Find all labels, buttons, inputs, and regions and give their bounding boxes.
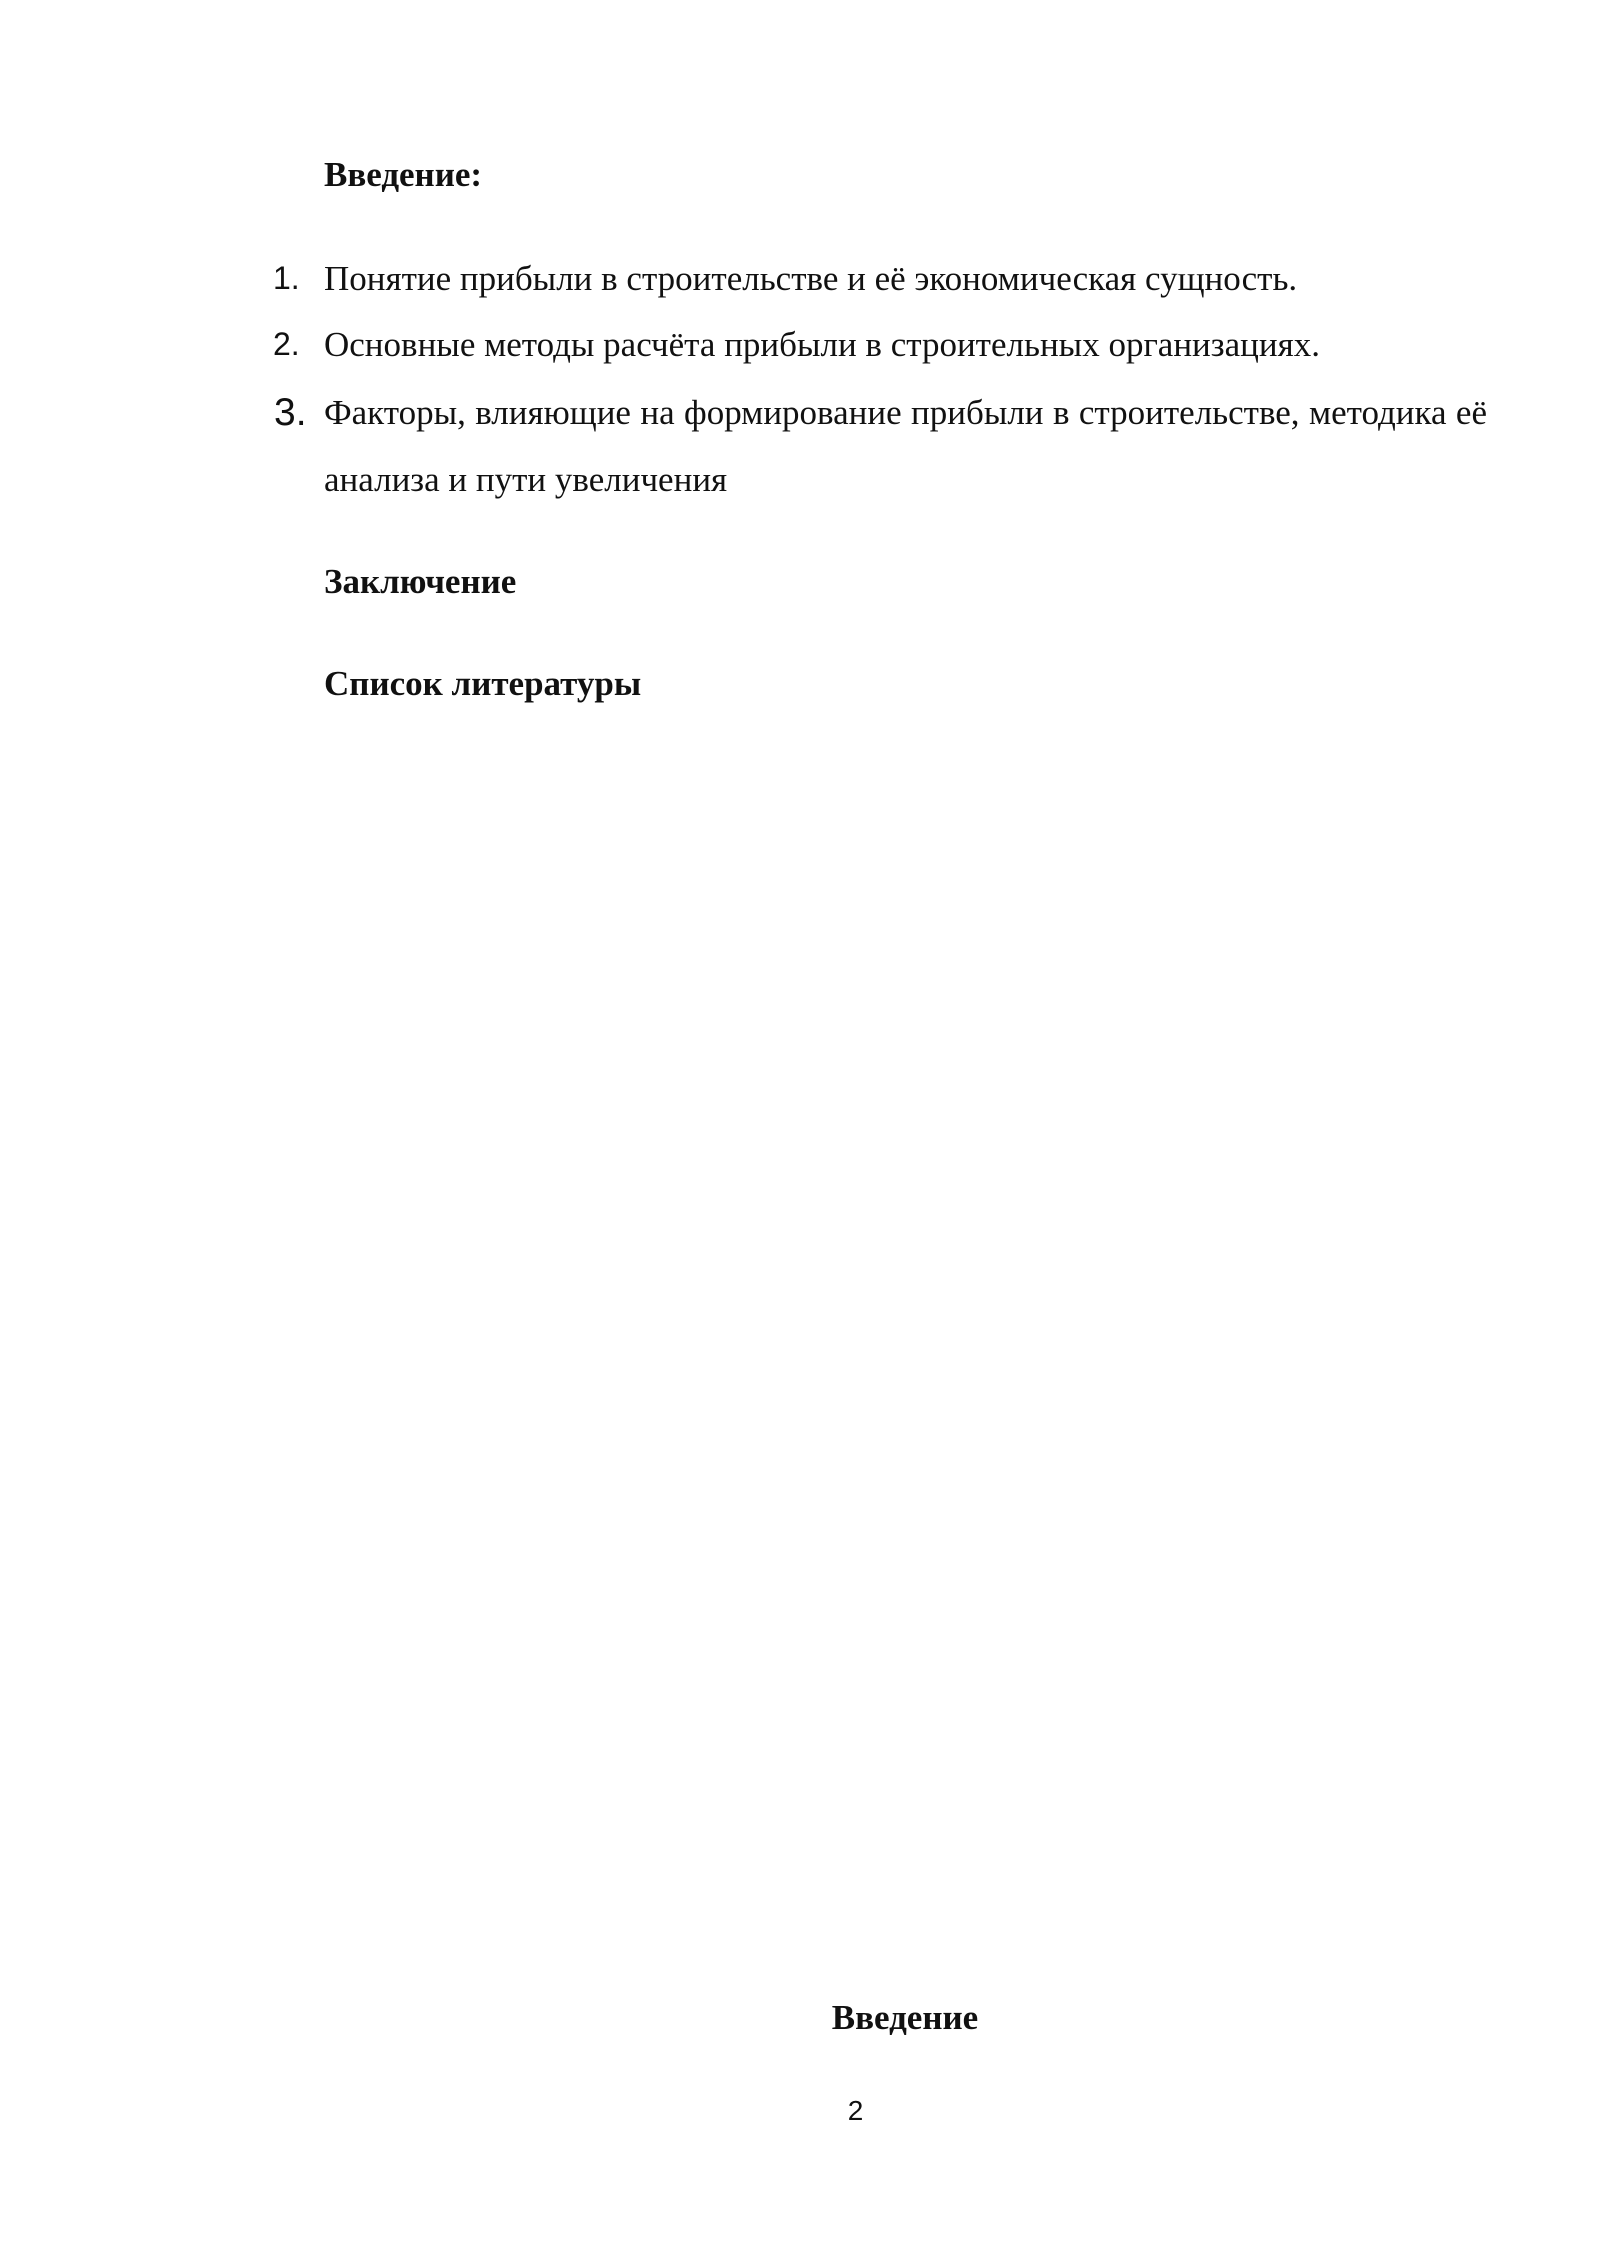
toc-item-number: 2. [273, 326, 300, 362]
toc-item [273, 245, 1487, 312]
toc-heading-introduction: Введение: [324, 155, 483, 194]
toc-item-text: Факторы, влияющие на формирование прибыли в строительстве, методика её анализа и пути увеличения [324, 393, 1487, 499]
toc-heading-references: Список литературы [324, 664, 642, 703]
page-number: 2 [847, 2095, 864, 2126]
toc-item-text: Основные методы расчёта прибыли в строительных организациях. [324, 325, 1320, 364]
toc-item-number: 3. [274, 391, 307, 434]
toc-item-number: 1. [273, 260, 300, 296]
toc-item [273, 311, 1487, 378]
toc-item [274, 379, 1487, 513]
toc-heading-conclusion: Заключение [324, 562, 517, 601]
toc-item-text: Понятие прибыли в строительстве и её экономическая сущность. [324, 259, 1298, 298]
section-title: Введение [831, 1998, 979, 2037]
